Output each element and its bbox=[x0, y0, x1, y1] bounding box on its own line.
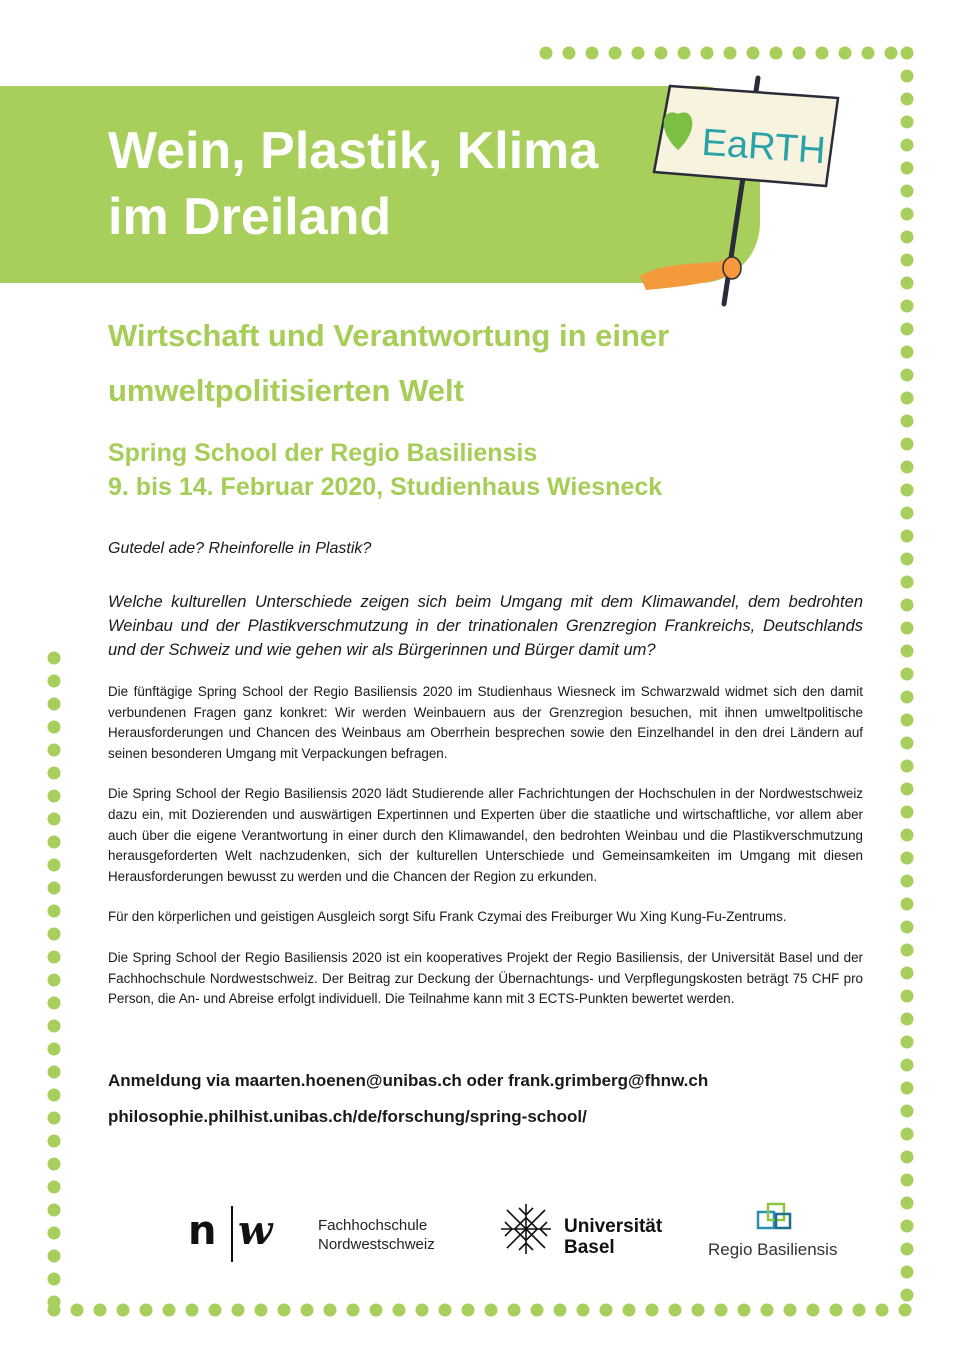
event-info bbox=[108, 436, 868, 504]
border-dot bbox=[830, 1304, 843, 1317]
border-dot bbox=[255, 1304, 268, 1317]
border-dot bbox=[807, 1304, 820, 1317]
border-dot bbox=[140, 1304, 153, 1317]
border-dot bbox=[901, 415, 914, 428]
border-dot bbox=[901, 645, 914, 658]
border-dot bbox=[48, 1296, 61, 1309]
border-dot bbox=[901, 1059, 914, 1072]
border-dot bbox=[901, 599, 914, 612]
border-dot bbox=[901, 691, 914, 704]
border-dot bbox=[48, 813, 61, 826]
svg-text:n: n bbox=[188, 1208, 217, 1254]
border-dot bbox=[901, 1128, 914, 1141]
event-date-location: 9. bis 14. Februar 2020, Studienhaus Wiesneck bbox=[108, 473, 663, 501]
border-dot bbox=[901, 254, 914, 267]
border-dot bbox=[862, 47, 875, 60]
border-dot bbox=[901, 277, 914, 290]
border-dot bbox=[901, 461, 914, 474]
border-dot bbox=[48, 1181, 61, 1194]
border-dot bbox=[609, 47, 622, 60]
border-dot bbox=[48, 1204, 61, 1217]
border-dot bbox=[901, 1243, 914, 1256]
border-dot bbox=[48, 1227, 61, 1240]
border-dot bbox=[586, 47, 599, 60]
poster-subtitle: Wirtschaft und Verantwortung in einer umweltpolitisierten Welt bbox=[108, 318, 670, 408]
border-dot bbox=[901, 47, 914, 60]
unibas-name-line2: Basel bbox=[564, 1237, 615, 1258]
border-dot bbox=[48, 1089, 61, 1102]
fhnw-mark-icon bbox=[188, 1202, 298, 1266]
border-dot bbox=[885, 47, 898, 60]
body-paragraph: Die Spring School der Regio Basiliensis 2020 ist ein kooperatives Projekt der Regio Basiliensis, der Universität Basel und der Fachhochschule Nordwestschweiz. Der Beitrag zur Deckung der Übernachtungs- und Verpflegungskosten beträgt 75 CHF pro Person, die An- und Abreise erfolgt individuell. Die Teilnahme kann mit 3 ECTS-Punkten bewertet werden. bbox=[108, 949, 863, 1007]
border-dot bbox=[48, 1250, 61, 1263]
registration-line: Anmeldung via maarten.hoenen@unibas.ch oder frank.grimberg@fhnw.ch bbox=[108, 1071, 709, 1090]
body-paragraph: Die Spring School der Regio Basiliensis 2020 lädt Studierende aller Fachrichtungen der Hochschulen in der Nordwestschweiz dazu ein, mit Dozierenden und auswärtigen Expertinnen und Experten über die staatliche und wirtschaftliche, vor allem aber auch über die eigene Verantwortung in einer durch den Klimawandel, den bedrohten Weinbau und die Plastikverschmutzung herausgeforderten Welt nachzudenken, sich der kulturellen Unterschiede und Gemeinsamkeiten im Umgang mit diesen Herausforderungen bewusst zu werden und die Chancen der Region zu erkunden. bbox=[108, 786, 863, 884]
border-dot bbox=[48, 997, 61, 1010]
border-dot bbox=[48, 836, 61, 849]
border-dot bbox=[278, 1304, 291, 1317]
regio-name: Regio Basiliensis bbox=[708, 1240, 838, 1259]
body-text bbox=[108, 682, 863, 1030]
border-dot bbox=[646, 1304, 659, 1317]
border-dot bbox=[324, 1304, 337, 1317]
border-dot bbox=[901, 323, 914, 336]
border-dot bbox=[48, 790, 61, 803]
border-dot bbox=[901, 875, 914, 888]
border-dot bbox=[416, 1304, 429, 1317]
border-dot bbox=[853, 1304, 866, 1317]
border-dot bbox=[901, 1197, 914, 1210]
poster-title: Wein, Plastik, Klima im Dreiland bbox=[108, 122, 599, 246]
border-dot bbox=[48, 1043, 61, 1056]
border-dot bbox=[48, 1066, 61, 1079]
border-dot bbox=[901, 553, 914, 566]
border-dot bbox=[48, 951, 61, 964]
border-dot bbox=[901, 668, 914, 681]
border-dot bbox=[48, 1112, 61, 1125]
border-dot bbox=[901, 300, 914, 313]
border-dot bbox=[901, 829, 914, 842]
border-dot bbox=[901, 760, 914, 773]
border-dot bbox=[48, 859, 61, 872]
border-dot bbox=[209, 1304, 222, 1317]
border-dot bbox=[901, 116, 914, 129]
border-dot bbox=[901, 208, 914, 221]
border-dot bbox=[901, 1082, 914, 1095]
border-dot bbox=[508, 1304, 521, 1317]
border-dot bbox=[901, 737, 914, 750]
border-dot bbox=[48, 652, 61, 665]
border-dot bbox=[48, 1135, 61, 1148]
border-dot bbox=[901, 70, 914, 83]
border-dot bbox=[901, 346, 914, 359]
website-url: philosophie.philhist.unibas.ch/de/forschung/spring-school/ bbox=[108, 1107, 587, 1126]
border-dot bbox=[901, 507, 914, 520]
fhnw-name-line2: Nordwestschweiz bbox=[318, 1236, 435, 1253]
border-dot bbox=[901, 93, 914, 106]
border-dot bbox=[901, 1151, 914, 1164]
border-dot bbox=[347, 1304, 360, 1317]
border-dot bbox=[784, 1304, 797, 1317]
border-dot bbox=[232, 1304, 245, 1317]
border-dot bbox=[600, 1304, 613, 1317]
border-dot bbox=[439, 1304, 452, 1317]
border-dot bbox=[563, 47, 576, 60]
border-dot bbox=[117, 1304, 130, 1317]
border-dot bbox=[48, 928, 61, 941]
border-dot bbox=[901, 392, 914, 405]
border-dot bbox=[901, 990, 914, 1003]
intro-paragraph: Welche kulturellen Unterschiede zeigen sich beim Umgang mit dem Klimawandel, dem bedrohten Weinbau und der Plastikverschmutzung in der trinationalen Grenzregion Frankreichs, Deutschlands und der Schweiz und wie gehen wir als Bürgerinnen und Bürger damit um? bbox=[108, 593, 863, 659]
border-dot bbox=[901, 576, 914, 589]
border-dot bbox=[901, 622, 914, 635]
border-dot bbox=[48, 1020, 61, 1033]
fhnw-name-line1: Fachhochschule bbox=[318, 1217, 428, 1234]
border-dot bbox=[901, 1289, 914, 1302]
border-dot bbox=[48, 1158, 61, 1171]
border-dot bbox=[48, 1273, 61, 1286]
border-dot bbox=[901, 1266, 914, 1279]
body-paragraph: Für den körperlichen und geistigen Ausgleich sorgt Sifu Frank Czymai des Freiburger Wu Xing Kung-Fu-Zentrums. bbox=[108, 909, 787, 925]
unibas-snowflake-icon bbox=[497, 1200, 555, 1258]
border-dot bbox=[393, 1304, 406, 1317]
border-dot bbox=[901, 1105, 914, 1118]
border-dot bbox=[901, 1013, 914, 1026]
border-dot bbox=[901, 852, 914, 865]
border-dot bbox=[48, 905, 61, 918]
border-dot bbox=[901, 231, 914, 244]
border-dot bbox=[901, 944, 914, 957]
border-dot bbox=[71, 1304, 84, 1317]
border-dot bbox=[577, 1304, 590, 1317]
border-dot bbox=[531, 1304, 544, 1317]
border-dot bbox=[669, 1304, 682, 1317]
border-dot bbox=[623, 1304, 636, 1317]
border-dot bbox=[186, 1304, 199, 1317]
border-dot bbox=[715, 1304, 728, 1317]
unibas-name-line1: Universität bbox=[564, 1216, 663, 1237]
border-dot bbox=[761, 1304, 774, 1317]
border-dot bbox=[901, 438, 914, 451]
border-dot bbox=[899, 1304, 912, 1317]
event-name: Spring School der Regio Basiliensis bbox=[108, 439, 538, 467]
border-dot bbox=[738, 1304, 751, 1317]
border-dot bbox=[901, 783, 914, 796]
border-dot bbox=[163, 1304, 176, 1317]
border-dot bbox=[540, 47, 553, 60]
border-dot bbox=[876, 1304, 889, 1317]
border-dot bbox=[901, 714, 914, 727]
border-dot bbox=[48, 698, 61, 711]
border-dot bbox=[901, 139, 914, 152]
border-dot bbox=[901, 898, 914, 911]
border-dot bbox=[94, 1304, 107, 1317]
border-dot bbox=[901, 162, 914, 175]
intro-question: Gutedel ade? Rheinforelle in Plastik? bbox=[108, 540, 372, 557]
border-dot bbox=[48, 882, 61, 895]
border-dot bbox=[554, 1304, 567, 1317]
border-dot bbox=[48, 675, 61, 688]
border-dot bbox=[901, 1220, 914, 1233]
regio-squares-icon bbox=[756, 1200, 794, 1234]
border-dot bbox=[48, 744, 61, 757]
border-dot bbox=[901, 484, 914, 497]
border-dot bbox=[462, 1304, 475, 1317]
earth-sign-illustration bbox=[640, 58, 850, 308]
border-dot bbox=[901, 369, 914, 382]
border-dot bbox=[370, 1304, 383, 1317]
border-dot bbox=[901, 530, 914, 543]
border-dot bbox=[301, 1304, 314, 1317]
border-dot bbox=[901, 967, 914, 980]
sign-text: EaRTH bbox=[700, 121, 827, 173]
border-dot bbox=[901, 806, 914, 819]
border-dot bbox=[901, 1036, 914, 1049]
border-dot bbox=[901, 921, 914, 934]
body-paragraph: Die fünftägige Spring School der Regio Basiliensis 2020 im Studienhaus Wiesneck im Schwarzwald widmet sich den damit verbundenen Fragen ganz konkret: Wir werden Weinbauern aus der Grenzregion besuchen, mit ihnen umweltpolitische Herausforderungen und Chancen des Weinbaus am Oberrhein besprechen sowie den Einzelhandel in den drei Ländern auf seinen besonderen Umgang mit Verpackungen befragen. bbox=[108, 684, 863, 761]
svg-text:w: w bbox=[238, 1207, 273, 1254]
border-dot bbox=[901, 1174, 914, 1187]
border-dot bbox=[48, 721, 61, 734]
border-dot bbox=[48, 767, 61, 780]
border-dot bbox=[48, 974, 61, 987]
border-dot bbox=[692, 1304, 705, 1317]
border-dot bbox=[485, 1304, 498, 1317]
border-dot bbox=[901, 185, 914, 198]
